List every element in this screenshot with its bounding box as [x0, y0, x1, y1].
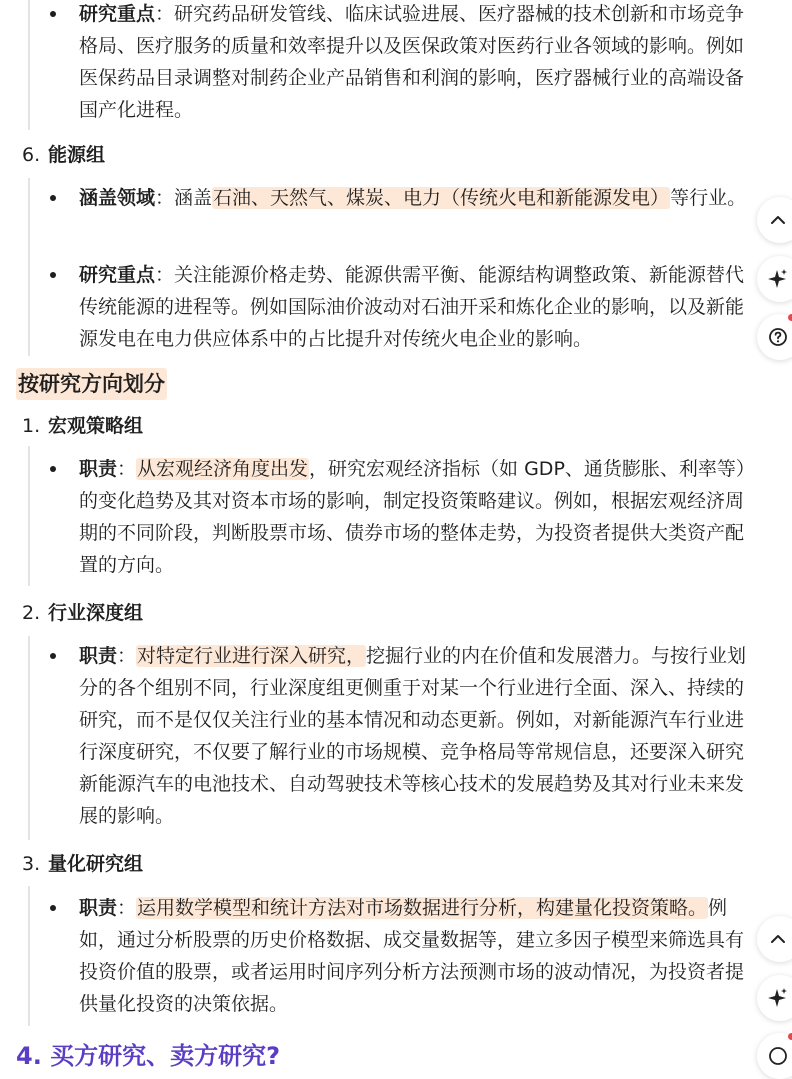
sparkle-icon — [767, 987, 789, 1009]
help-icon — [768, 327, 788, 347]
numbered-heading: 1. 宏观策略组 — [22, 415, 144, 437]
list-guide-line — [28, 886, 30, 1026]
bullet-text: 职责：运用数学模型和统计方法对市场数据进行分析，构建量化投资策略。例如，通过分析股票的历史价格数据、成交量数据等，建立多因子模型来筛选具有投资价值的股票，或者运用时间序列分析方法预测市场的波动情况，为投资者提供量化投资的决策依据。 — [79, 897, 745, 1015]
list-guide-line — [28, 0, 30, 130]
ai-assistant-button[interactable] — [757, 975, 792, 1021]
bullet-text: 职责：从宏观经济角度出发，研究宏观经济指标（如 GDP、通货膨胀、利率等）的变化趋势及其对资本市场的影响，制定投资策略建议。例如，根据宏观经济周期的不同阶段，判断股票市场、债券市场的整体走势，为投资者提供大类资产配置的方向。 — [79, 458, 755, 576]
scroll-top-button[interactable] — [757, 197, 792, 243]
chevron-up-icon — [769, 930, 787, 948]
chevron-up-icon — [769, 211, 787, 229]
list-item — [50, 640, 762, 832]
notification-badge — [788, 314, 792, 321]
ai-assistant-button[interactable] — [757, 256, 792, 302]
highlight: 从宏观经济角度出发 — [137, 458, 309, 480]
scroll-top-button[interactable] — [757, 916, 792, 962]
list-guide-line — [28, 446, 30, 586]
bullet-dot — [50, 11, 56, 17]
help-button[interactable] — [757, 1033, 792, 1079]
numbered-heading: 3. 量化研究组 — [22, 853, 144, 875]
highlight: 对特定行业进行深入研究， — [137, 645, 366, 667]
section-heading: 按研究方向划分 — [16, 368, 167, 400]
numbered-heading: 6. 能源组 — [22, 144, 106, 166]
list-guide-line — [28, 636, 30, 840]
list-guide-line — [28, 178, 30, 356]
list-item — [50, 182, 762, 214]
list-item — [50, 0, 762, 126]
bullet-text: 职责：对特定行业进行深入研究，挖掘行业的内在价值和发展潜力。与按行业划分的各个组别不同，行业深度组更侧重于对某一个行业进行全面、深入、持续的研究，而不是仅仅关注行业的基本情况和动态更新。例如，对新能源汽车行业进行深度研究，不仅要了解行业的市场规模、竞争格局等常规信息，还要深入研究新能源汽车的电池技术、自动驾驶技术等核心技术的发展趋势及其对行业未来发展的影响。 — [79, 645, 747, 827]
sparkle-icon — [767, 268, 789, 290]
help-button[interactable] — [757, 314, 792, 360]
bullet-text: 研究重点：研究药品研发管线、临床试验进展、医疗器械的技术创新和市场竞争格局、医疗服务的质量和效率提升以及医保政策对医药行业各领域的影响。例如医保药品目录调整对制药企业产品销售和利润的影响，医疗器械行业的高端设备国产化进程。 — [79, 3, 745, 121]
list-item — [50, 453, 762, 581]
list-item — [50, 892, 762, 1020]
bullet-text: 研究重点：关注能源价格走势、能源供需平衡、能源结构调整政策、新能源替代传统能源的进程等。例如国际油价波动对石油开采和炼化企业的影响，以及新能源发电在电力供应体系中的占比提升对传统火电企业的影响。 — [79, 264, 745, 350]
bullet-dot — [50, 466, 56, 472]
notification-badge — [788, 1033, 792, 1040]
numbered-heading: 2. 行业深度组 — [22, 602, 144, 624]
list-item — [50, 259, 762, 355]
bullet-dot — [50, 195, 56, 201]
help-icon — [768, 1046, 788, 1066]
bullet-text: 涵盖领域：涵盖石油、天然气、煤炭、电力（传统火电和新能源发电）等行业。 — [79, 187, 747, 209]
bullet-dot — [50, 905, 56, 911]
bullet-dot — [50, 653, 56, 659]
highlight: 石油、天然气、煤炭、电力（传统火电和新能源发电） — [213, 187, 670, 209]
chapter-heading: 4. 买方研究、卖方研究? — [16, 1042, 281, 1070]
highlight: 运用数学模型和统计方法对市场数据进行分析，构建量化投资策略。 — [137, 897, 708, 919]
bullet-dot — [50, 272, 56, 278]
